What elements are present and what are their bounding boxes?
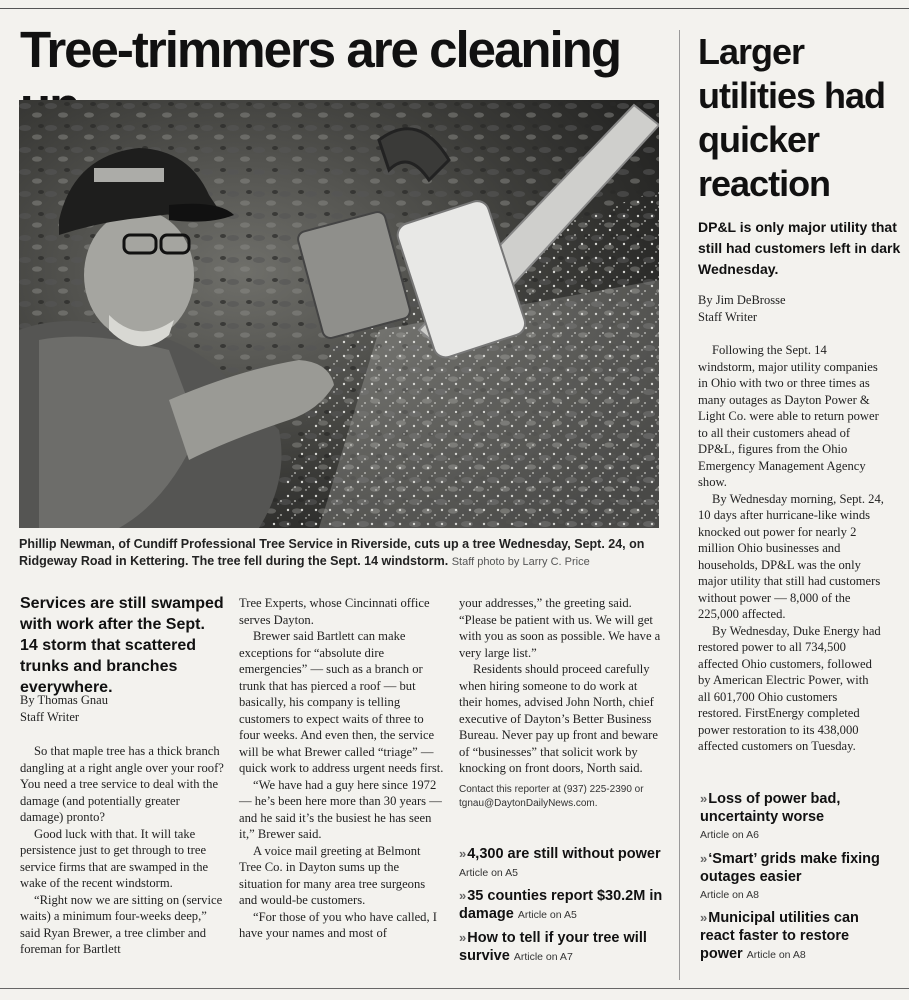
paragraph: So that maple tree has a thick branch dangling at a right angle over your roof? You need a tree service to deal with the damage (and potentially greater damage) pronto? <box>20 744 224 824</box>
chevron-right-icon: » <box>459 888 464 903</box>
teaser-link[interactable] <box>700 850 890 904</box>
teaser-ref: Article on A8 <box>746 949 806 961</box>
teaser-title: ‘Smart’ grids make fixing outages easier <box>700 851 880 885</box>
side-byline <box>698 292 786 326</box>
paragraph: Tree Experts, whose Cincinnati office serves Dayton. <box>239 596 430 627</box>
teaser-title: Loss of power bad, uncertainty worse <box>700 791 841 825</box>
photo-caption <box>19 536 669 571</box>
teaser-ref: Article on A6 <box>700 829 759 841</box>
paragraph: “We have had a guy here since 1972 — he’s been here more than 30 years — and he said it’s the busiest he has seen it,” Brewer said. <box>239 777 442 841</box>
paragraph: Following the Sept. 14 windstorm, major utility companies in Ohio with two or three times as many outages as Dayton Power & Light Co. were able to return power to all their customers ahead of DP&L, figures from the Ohio Emergency Management Agency show. <box>698 343 879 489</box>
main-photo <box>19 100 659 528</box>
teaser-link[interactable] <box>459 887 669 924</box>
paragraph: “Right now we are sitting on (service waits) a minimum four-weeks deep,” said Ryan Brewer, a tree climber and foreman for Bartlett <box>20 892 223 956</box>
main-body-col1 <box>20 743 225 958</box>
photo-credit: Staff photo by Larry C. Price <box>451 556 590 568</box>
photo-illustration <box>19 100 659 528</box>
teaser-title: 4,300 are still without power <box>467 846 661 862</box>
side-body <box>698 342 884 755</box>
chevron-right-icon: » <box>700 851 705 866</box>
byline-title: Staff Writer <box>20 710 80 724</box>
chevron-right-icon: » <box>700 791 705 806</box>
paragraph: Residents should proceed carefully when hiring someone to do work at their homes, advised John North, chief executive of Dayton’s Better Business Bureau. Never pay up front and beware of “businesses” that solicit work by knocking on front doors, North said. <box>459 662 658 775</box>
teaser-ref: Article on A5 <box>459 867 518 879</box>
byline-name: By Thomas Gnau <box>20 693 108 707</box>
main-body-col3 <box>459 595 663 811</box>
teaser-link[interactable] <box>700 909 890 964</box>
teaser-ref: Article on A5 <box>517 909 577 921</box>
teaser-link[interactable] <box>700 790 890 844</box>
page-top-rule <box>0 8 909 9</box>
teaser-title: Municipal utilities can react faster to restore power <box>700 910 859 962</box>
teaser-ref: Article on A7 <box>513 951 573 963</box>
paragraph: A voice mail greeting at Belmont Tree Co. in Dayton sums up the situation for many area tree surgeons and would-be customers. <box>239 843 426 907</box>
reporter-contact: Contact this reporter at (937) 225-2390 or tgnau@DaytonDailyNews.com. <box>459 783 644 809</box>
teaser-ref: Article on A8 <box>700 889 759 901</box>
paragraph: Good luck with that. It will take persistence just to get through to tree service firms that are swamped in the wake of the recent windstorm. <box>20 826 209 890</box>
chevron-right-icon: » <box>700 910 705 925</box>
paragraph: Brewer said Bartlett can make exceptions for “absolute dire emergencies” — such as a branch or trunk that has pierced a roof — but basically, his company is telling customers to expect waits of three to four weeks. And even then, the service will be what Brewer called “triage” — quick work to address urgent needs first. <box>239 629 444 775</box>
paragraph: By Wednesday morning, Sept. 24, 10 days after hurricane-like winds knocked out power for nearly 2 million Ohio businesses and households, DP&L was the only major utility that still had customers without power — 8,000 of the 225,000 affected. <box>698 491 884 621</box>
byline-title: Staff Writer <box>698 310 758 324</box>
side-headline: Larger utilities had quicker reaction <box>698 31 886 204</box>
main-deck: Services are still swamped with work after the Sept. 14 storm that scattered trunks and branches everywhere. <box>20 595 224 696</box>
chevron-right-icon: » <box>459 930 464 945</box>
teaser-title: How to tell if your tree will survive <box>459 930 647 964</box>
chevron-right-icon: » <box>459 846 464 861</box>
main-body-col2 <box>239 595 445 942</box>
caption-text: Phillip Newman, of Cundiff Professional Tree Service in Riverside, cuts up a tree Wednesday, Sept. 24, on Ridgeway Road in Kettering. The tree fell during the Sept. 14 windstorm. <box>19 537 645 568</box>
column-divider <box>679 30 680 980</box>
teaser-link[interactable] <box>459 929 669 966</box>
teaser-link[interactable] <box>459 845 669 882</box>
paragraph: By Wednesday, Duke Energy had restored power to all 734,500 affected Ohio customers, followed by American Electric Power, with all 601,700 Ohio customers restored. FirstEnergy completed power restoration to its 438,000 affected customers on Tuesday. <box>698 623 881 753</box>
side-deck: DP&L is only major utility that still had customers left in dark Wednesday. <box>698 219 901 277</box>
byline-name: By Jim DeBrosse <box>698 293 786 307</box>
main-headline: Tree-trimmers are cleaning <box>20 21 620 78</box>
teaser-title: 35 counties report $30.2M in damage <box>459 888 663 922</box>
main-byline <box>20 692 108 726</box>
page-bottom-rule <box>0 988 909 989</box>
paragraph: “For those of you who have called, I have your names and most of <box>239 909 437 940</box>
paragraph: your addresses,” the greeting said. “Please be patient with us. We will get with you as soon as possible. We have a very large list.” <box>459 596 661 660</box>
